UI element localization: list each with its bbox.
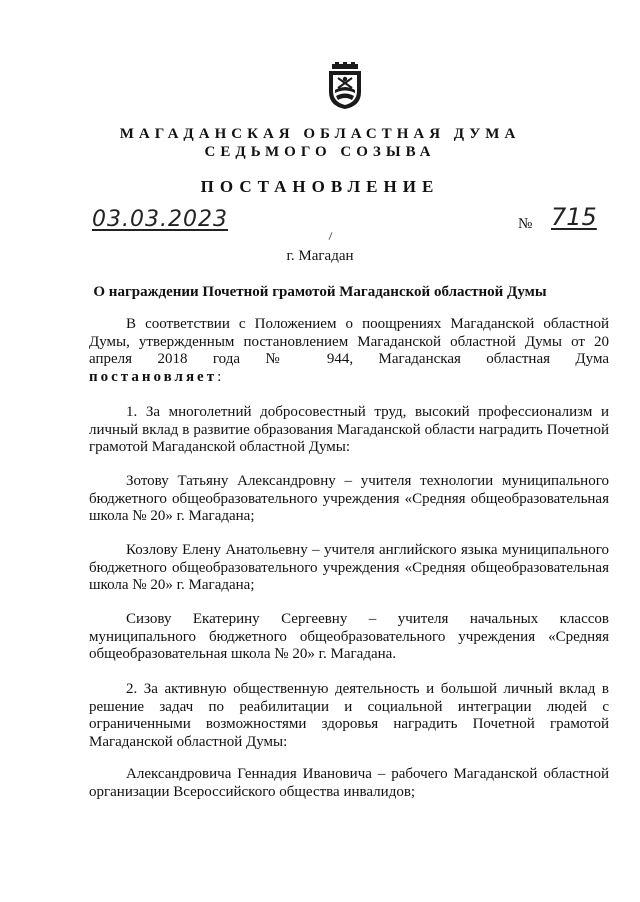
convocation: СЕДЬМОГО СОЗЫВА: [204, 144, 436, 160]
awardee-paragraph: Сизову Екатерину Сергеевну – учителя начальных классов муниципального бюджетного общеобразовательного учреждения «Средняя общеобразовательная школа № 20» г. Магадана.: [89, 611, 609, 663]
document-type: ПОСТАНОВЛЕНИЕ: [200, 177, 440, 196]
preamble-paragraph: [89, 316, 609, 386]
preamble-text: В соответствии с Положением о поощрениях Магаданской областной Думы, утвержденным постановлением Магаданской областной Думы от 20 апреля 2018 года № 944, Магаданская областная Дума: [89, 316, 609, 368]
pen-mark: [329, 232, 333, 240]
org-name: МАГАДАНСКАЯ ОБЛАСТНАЯ ДУМА: [119, 126, 521, 142]
item-2-paragraph: 2. За активную общественную деятельность и большой личный вклад в решение задач по реабилитации и социальной интеграции людей с ограниченными возможностями здоровья наградить Почетной грамотой Магаданской областной Думы:: [89, 681, 609, 750]
document-subject: О награждении Почетной грамотой Магаданской областной Думы: [93, 284, 547, 300]
document-number: 715: [551, 203, 597, 231]
resolves-word: постановляет: [89, 368, 218, 385]
preamble-colon: :: [217, 368, 222, 385]
item-1-paragraph: 1. За многолетний добросовестный труд, высокий профессионализм и личный вклад в развитие образования Магаданской области наградить Почетной грамотой Магаданской областной Думы:: [89, 404, 609, 456]
document-date: 03.03.2023: [92, 207, 228, 232]
awardee-paragraph: Козлову Елену Анатольевну – учителя английского языка муниципального бюджетного общеобразовательного учреждения «Средняя общеобразовательная школа № 20» г. Магадана;: [89, 542, 609, 594]
number-sign: №: [518, 216, 533, 232]
awardee-paragraph: Зотову Татьяну Александровну – учителя технологии муниципального бюджетного общеобразовательного учреждения «Средняя общеобразовательная школа № 20» г. Магадана;: [89, 473, 609, 525]
magadan-oblast-coat-of-arms-icon: [326, 62, 364, 110]
awardee-paragraph: Александровича Геннадия Ивановича – рабочего Магаданской областной организации Всероссийского общества инвалидов;: [89, 766, 609, 800]
city: г. Магадан: [286, 248, 354, 264]
